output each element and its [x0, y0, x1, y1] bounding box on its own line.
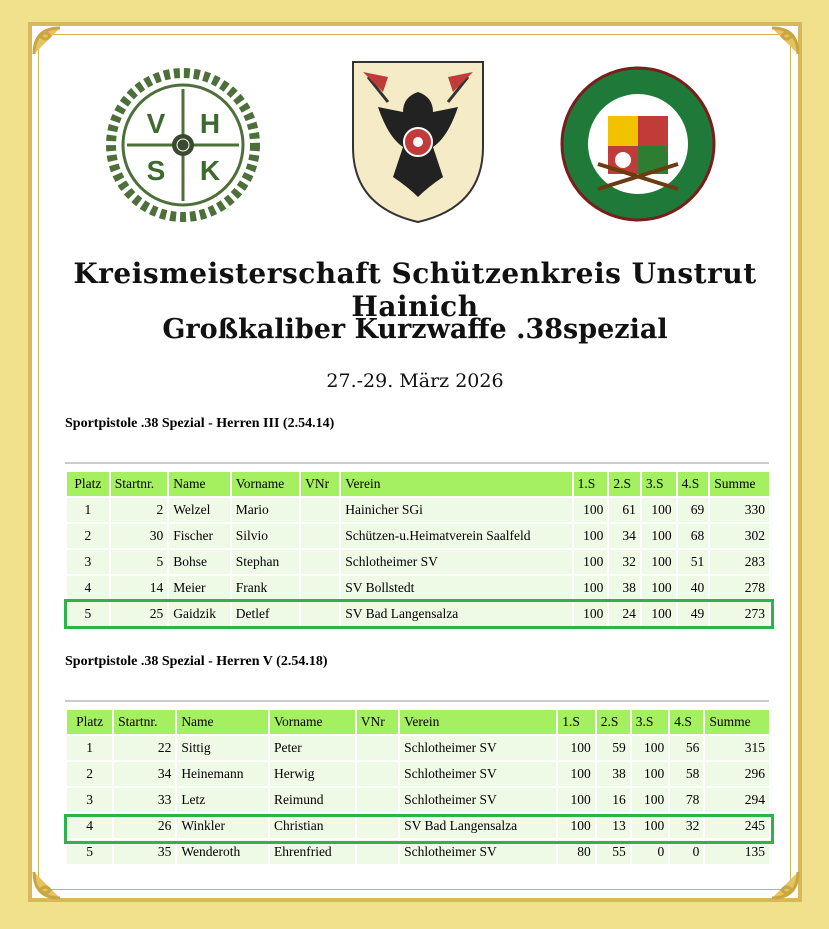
cell-verein: Schlotheimer SV: [400, 788, 556, 812]
cell-1s: 100: [558, 788, 594, 812]
logo-letter-h: H: [199, 108, 221, 139]
page-subtitle: Großkaliber Kurzwaffe .38spezial: [162, 314, 668, 345]
cell-3s: 100: [642, 576, 676, 600]
col-name: Name: [177, 710, 268, 734]
cell-vorname: Peter: [270, 736, 355, 760]
cell-name: Bohse: [169, 550, 230, 574]
cell-1s: 100: [558, 814, 594, 838]
cell-verein: Schlotheimer SV: [400, 840, 556, 864]
table-row: [67, 550, 769, 574]
cell-vnr: [301, 524, 339, 548]
cell-startnr: 30: [111, 524, 167, 548]
col-startnr: Startnr.: [111, 472, 167, 496]
col-3s: 3.S: [642, 472, 676, 496]
cell-3s: 100: [632, 788, 668, 812]
logo-letter-k: K: [199, 155, 221, 186]
col-vnr: VNr: [357, 710, 398, 734]
table-row: [67, 788, 769, 812]
cell-3s: 0: [632, 840, 668, 864]
cell-name: Welzel: [169, 498, 230, 522]
cell-platz: 3: [67, 550, 109, 574]
cell-4s: 40: [678, 576, 709, 600]
cell-2s: 59: [597, 736, 630, 760]
cell-verein: Schlotheimer SV: [400, 736, 556, 760]
cell-3s: 100: [642, 550, 676, 574]
cell-vorname: Christian: [270, 814, 355, 838]
cell-4s: 68: [678, 524, 709, 548]
col-verein: Verein: [341, 472, 571, 496]
logo-row: [28, 52, 802, 252]
cell-platz: 4: [67, 814, 112, 838]
cell-4s: 58: [670, 762, 703, 786]
col-startnr: Startnr.: [114, 710, 175, 734]
cell-summe: 302: [710, 524, 769, 548]
vhsk-wreath-logo: [103, 67, 263, 222]
cell-startnr: 5: [111, 550, 167, 574]
col-platz: Platz: [67, 710, 112, 734]
cell-verein: SV Bad Langensalza: [400, 814, 556, 838]
section-title-herren-v: Sportpistole .38 Spezial - Herren V (2.54.18): [65, 654, 328, 669]
cell-3s: 100: [632, 814, 668, 838]
cell-1s: 100: [574, 498, 608, 522]
col-summe: Summe: [705, 710, 769, 734]
cell-4s: 78: [670, 788, 703, 812]
cell-name: Meier: [169, 576, 230, 600]
col-vorname: Vorname: [232, 472, 299, 496]
cell-2s: 24: [609, 602, 640, 626]
cell-verein: Hainicher SGi: [341, 498, 571, 522]
cell-vorname: Detlef: [232, 602, 299, 626]
cell-2s: 38: [597, 762, 630, 786]
cell-vorname: Mario: [232, 498, 299, 522]
cell-verein: Schützen-u.Heimatverein Saalfeld: [341, 524, 571, 548]
cell-1s: 100: [558, 762, 594, 786]
cell-3s: 100: [642, 498, 676, 522]
cell-summe: 278: [710, 576, 769, 600]
cell-vnr: [301, 550, 339, 574]
cell-platz: 1: [67, 736, 112, 760]
col-2s: 2.S: [609, 472, 640, 496]
cell-platz: 3: [67, 788, 112, 812]
table-header-row: [67, 710, 769, 734]
cell-vnr: [357, 788, 398, 812]
cell-vorname: Ehrenfried: [270, 840, 355, 864]
cell-3s: 100: [632, 762, 668, 786]
cell-3s: 100: [632, 736, 668, 760]
cell-startnr: 26: [114, 814, 175, 838]
table-row: [67, 736, 769, 760]
col-verein: Verein: [400, 710, 556, 734]
col-4s: 4.S: [670, 710, 703, 734]
document-page: [28, 22, 802, 902]
cell-verein: Schlotheimer SV: [400, 762, 556, 786]
cell-name: Letz: [177, 788, 268, 812]
cell-verein: SV Bad Langensalza: [341, 602, 571, 626]
cell-1s: 100: [574, 576, 608, 600]
cell-1s: 100: [574, 524, 608, 548]
col-1s: 1.S: [558, 710, 594, 734]
cell-summe: 294: [705, 788, 769, 812]
cell-1s: 100: [574, 602, 608, 626]
cell-summe: 135: [705, 840, 769, 864]
cell-platz: 4: [67, 576, 109, 600]
cell-name: Sittig: [177, 736, 268, 760]
cell-vorname: Reimund: [270, 788, 355, 812]
cell-1s: 80: [558, 840, 594, 864]
cell-vorname: Stephan: [232, 550, 299, 574]
unstrut-hainich-schuetzenkreis-logo: [558, 64, 718, 224]
cell-vorname: Herwig: [270, 762, 355, 786]
cell-startnr: 14: [111, 576, 167, 600]
cell-2s: 13: [597, 814, 630, 838]
cell-3s: 100: [642, 602, 676, 626]
cell-vorname: Silvio: [232, 524, 299, 548]
cell-1s: 100: [558, 736, 594, 760]
table-row: [67, 576, 769, 600]
cell-startnr: 33: [114, 788, 175, 812]
page-title: Kreismeisterschaft Schützenkreis Unstrut Hainich: [73, 257, 757, 323]
section-title-herren-iii: Sportpistole .38 Spezial - Herren III (2.54.14): [65, 416, 335, 431]
cell-startnr: 22: [114, 736, 175, 760]
cell-startnr: 25: [111, 602, 167, 626]
col-summe: Summe: [710, 472, 769, 496]
highlight-row-bad-langensalza-2: [64, 814, 774, 844]
cell-platz: 5: [67, 840, 112, 864]
cell-name: Heinemann: [177, 762, 268, 786]
cell-platz: 5: [67, 602, 109, 626]
cell-2s: 61: [609, 498, 640, 522]
highlight-row-bad-langensalza-1: [64, 599, 774, 629]
section-rule-2: [65, 700, 769, 702]
cell-1s: 100: [574, 550, 608, 574]
cell-vnr: [301, 498, 339, 522]
cell-4s: 69: [678, 498, 709, 522]
cell-summe: 296: [705, 762, 769, 786]
cell-summe: 273: [710, 602, 769, 626]
col-vorname: Vorname: [270, 710, 355, 734]
cell-2s: 55: [597, 840, 630, 864]
section-rule-1: [65, 462, 769, 464]
col-3s: 3.S: [632, 710, 668, 734]
cell-4s: 32: [670, 814, 703, 838]
cell-verein: SV Bollstedt: [341, 576, 571, 600]
cell-verein: Schlotheimer SV: [341, 550, 571, 574]
col-name: Name: [169, 472, 230, 496]
cell-platz: 2: [67, 762, 112, 786]
cell-4s: 51: [678, 550, 709, 574]
cell-startnr: 35: [114, 840, 175, 864]
cell-name: Gaidzik: [169, 602, 230, 626]
cell-platz: 1: [67, 498, 109, 522]
cell-summe: 283: [710, 550, 769, 574]
cell-2s: 38: [609, 576, 640, 600]
cell-2s: 32: [609, 550, 640, 574]
col-1s: 1.S: [574, 472, 608, 496]
cell-4s: 49: [678, 602, 709, 626]
table-row: [67, 762, 769, 786]
logo-letter-s: S: [146, 155, 166, 186]
cell-vnr: [357, 762, 398, 786]
cell-4s: 0: [670, 840, 703, 864]
cell-summe: 330: [710, 498, 769, 522]
cell-name: Winkler: [177, 814, 268, 838]
event-date: 27.-29. März 2026: [326, 370, 504, 392]
cell-vnr: [357, 736, 398, 760]
cell-2s: 34: [609, 524, 640, 548]
col-vnr: VNr: [301, 472, 339, 496]
cell-3s: 100: [642, 524, 676, 548]
cell-platz: 2: [67, 524, 109, 548]
cell-vorname: Frank: [232, 576, 299, 600]
col-2s: 2.S: [597, 710, 630, 734]
cell-summe: 315: [705, 736, 769, 760]
cell-vnr: [301, 576, 339, 600]
cell-summe: 245: [705, 814, 769, 838]
cell-name: Fischer: [169, 524, 230, 548]
col-4s: 4.S: [678, 472, 709, 496]
logo-letter-v: V: [146, 108, 166, 139]
cell-startnr: 2: [111, 498, 167, 522]
col-platz: Platz: [67, 472, 109, 496]
cell-4s: 56: [670, 736, 703, 760]
table-header-row: [67, 472, 769, 496]
cell-2s: 16: [597, 788, 630, 812]
cell-startnr: 34: [114, 762, 175, 786]
table-row: [67, 524, 769, 548]
table-row: [67, 498, 769, 522]
eagle-coat-of-arms-logo: [348, 57, 488, 227]
cell-name: Wenderoth: [177, 840, 268, 864]
